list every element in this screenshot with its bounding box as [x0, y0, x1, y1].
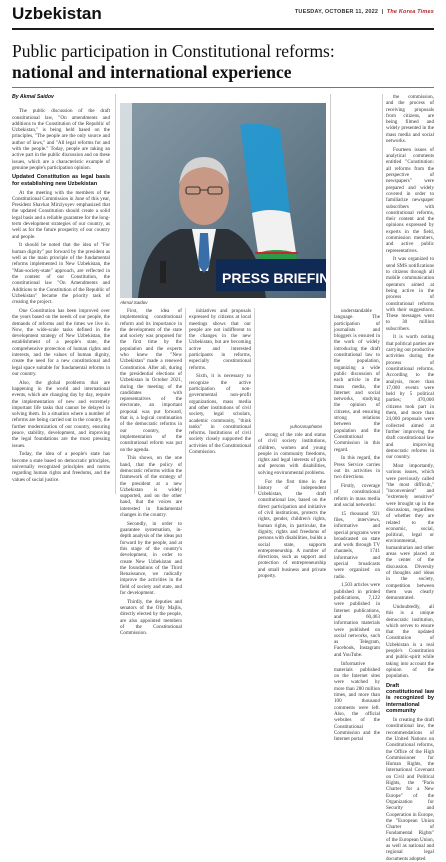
article-column-2 — [120, 308, 182, 637]
paragraph: One Constitution has been improved over the years based on the needs of our people, the demands of reforms and the times we live in. Now, the wide-scale tasks defined in the development strategy of New Uzbekistan, the establishment of a people's state, the comprehensive protection of human rights and interests, and the values of human dignity, create the need for a new constitutional and legal space suitable for fundamental reforms in our country. — [12, 307, 110, 377]
paper-brand: The Korea Times — [386, 9, 434, 15]
header-rule — [12, 28, 434, 30]
paragraph: strong of the role and status of civil society institutions, children, women and young people in community freedoms, rights and legal interests of girls and persons with disabilities, solving environmental problems. — [258, 432, 326, 476]
paragraph: In creating the draft constitutional law, the recommendations of the United Nations on Constitutional reforms, the Office of the High Commissioner for Human Rights, the International Covenant on Civil and Political Rights, the "Paris Charter for a New Europe" of the Organization for Security and Cooperation in Europe, the "European Union Charter of Fundamental Rights" of the European Union, as well as national and regional legal documents adopted — [386, 717, 434, 862]
subheading: Draft constitutional law is recognized by international community — [386, 682, 434, 715]
banner-text: PRESS BRIEFING — [222, 270, 341, 286]
paragraph: Sixth, it is necessary to recognize the active participation of non-governmental non-profit organizations, mass media and other institutions of civil society, legal scholars, academic community, "think tanks" in constitutional reforms. Institutions of civil society closely supported the activities of the Constitutional Commission. — [189, 373, 251, 456]
paragraph: Most importantly, various issues, which were previously called "the most difficult," "inconvenient" and "extremely sensitive" were brought up in the discussions, regardless of whether they are related to the economic, social, political, legal or environmental, humanitarian and other areas were placed at the center of the discussion. Diversity of thoughts and ideas in the society, competition between them was clearly demonstrated. — [386, 462, 434, 602]
press-briefing-photo — [120, 103, 341, 298]
paragraph: In this regard, the Press Service carries out its activities in two directions. — [334, 455, 380, 481]
headline-line1: Public participation in Constitutional reforms: — [12, 41, 335, 61]
paragraph: Secondly, in order to guarantee systematism, in-depth analysis of the ideas put forward by the people, and at this stage of the country's development, in order to create New Uzbekistan and the foundations of the Third Renaissance, we radically improve the activities in the field of society and state, and for development. — [120, 520, 182, 597]
paragraph: This shows, on the one hand, that the policy of democratic reforms within the framework of the strategy of the president at a new Uzbekistan is widely supported, and on the other hand, that the voices are interested in fundamental changes in the country. — [120, 455, 182, 518]
paragraph: Thirdly, the deputies and senators of the Oliy Majlis, directly elected by the people, are also appointed members of the Constitutional Commission. — [120, 598, 182, 637]
paragraph: 15 thousand 921 files, interviews, informative and special programs were broadcasted on state and work through TV channels, 1741 informative and special broadcasts were organized on radio. — [334, 510, 380, 580]
byline: By Akmal Saidov — [12, 94, 54, 100]
article-column-4 — [258, 432, 326, 580]
paragraph: First, the idea of implementing constitutional reform and its importance in the development of the state and society was proposed for the first time by the population and the experts who knew the "New Uzbekistan" made a renewed Constitution. After all, during the presidential elections of Uzbekistan in October 2021, during the meeting of the candidates with representatives of the electorate, an important proposal was put forward, that is, a logical continuation of the democratic reforms in our country, the implementation of the constitutional reform was put on the agenda. — [120, 308, 182, 453]
column-divider — [330, 94, 331, 494]
section-title: Uzbekistan — [12, 4, 102, 23]
column-divider — [254, 308, 255, 494]
headline — [12, 41, 434, 83]
paragraph: initiatives and proposals expressed by citizens at local meetings shows that our people are not indifferent to the changes in the new Uzbekistan, but are becoming active and interested participants in reforms, especially constitutional reforms. — [189, 308, 251, 371]
article-column-1 — [12, 94, 110, 494]
paragraph: It was organized to send SMS notifications to citizens through all mobile communication operators aimed at being active in the process of constitutional reforms with their suggestions. These messages went to 30 million subscribers. — [386, 256, 434, 332]
dateline: TUESDAY, OCTOBER 11, 2022 | The Korea Times — [294, 9, 434, 15]
headline-line2: national and international experience — [12, 62, 292, 82]
paragraph: The public discussion of the draft constitutional law, "On amendments and additions to the Constitution of the Republic of Uzbekistan," is being held based on the principles, "The people are the only source and author of laws," and "All legal reforms for and with the people." Today, people are taking an active part in the public discussion and on these issues, which are a characteristic example of genuine people's participation opinion. — [12, 108, 110, 171]
article-column-3 — [189, 308, 251, 494]
article-column-5 — [334, 308, 380, 743]
column-divider — [185, 308, 186, 494]
paragraph: At the meeting with the members of the Constitutional Commission in June of this year, President Shavkat Mirziyoyev emphasized that the updated Constitution should create a solid legal basis and a reliable guarantee for the long-term development strategies of our country, as well as for the future prosperity of our country and people. — [12, 189, 110, 240]
paragraph: Fourteen issues of analytical comments entitled "Constitution: all reforms from the perspective of newspapers" were prepared and widely covered in order to familiarize newspaper subscribers with constitutional reforms, their content and the opinions expressed by experts in the field, commission members, and active public representatives. — [386, 146, 434, 254]
paragraph: Informative materials published on the Internet sites were watched by more than 280 million times, and more than 100 thousand comments were left. Also, the official websites of the Constitutional Commission and the Internet portal — [334, 660, 380, 743]
article-column-5-top — [334, 94, 380, 304]
paragraph: Also, the global problems that are happening in the world and international events, which are changing day by day, require the implementation of new and extremely important life tasks that cannot be delayed in solving them. In a situation where a number of reforms are being carried out in the country, the further modernization of our country, ensuring peace, stability, development, and improving the legal foundations are the most pressing issues. — [12, 379, 110, 449]
paragraph: It is worth noting that political parties are carrying out productive activities during the process of constitutional reforms. According to the analysis, more than 17,000 events were held by 5 political parties; 470,000 citizens took part in them, and more than 24,000 proposals were collected aimed at further improving the draft constitutional law and improving democratic reforms in our country. — [386, 334, 434, 461]
paragraph: 1,503 articles were published in printed publications, 7,122 were published in Internet publications, and 60,463 information materials were published on social networks, such as Telegram, Facebook, Instagram and YouTube. — [334, 582, 380, 658]
page-header — [0, 0, 446, 28]
paragraph: Firstly, coverage of constitutional reform in mass media and social networks: — [334, 483, 380, 508]
headline-rule — [12, 87, 434, 88]
paragraph: the commission, and the process of receiving proposals from citizens, are being filmed and widely presented in the mass media and social networks. — [386, 94, 434, 145]
paragraph: Today, the idea of a people's state has become a state based on democratic principles, universally recognized principles and norms regarding human rights and freedoms, and the values of social justice. — [12, 451, 110, 483]
article-photo — [120, 103, 341, 298]
column-divider — [382, 94, 383, 494]
article-column-6 — [386, 94, 434, 862]
photo-credit: yuhoranaphotos — [290, 424, 323, 429]
photo-caption: Akmal Saidov — [120, 300, 148, 305]
paragraph: It should be noted that the idea of "For human dignity" put forward by the president as well as the main principle of the fundamental reforms implemented in New Uzbekistan, the "Man-society-state" approach, are reflected in the content of our Constitution, the constitutional law "On Amendments and Additions to the Constitution of the Republic of Uzbekistan" became the priority task of creating the project. — [12, 242, 110, 306]
paragraph: For the first time in the history of independent Uzbekistan, the draft constitutional law, based on the direct participation and initiative of civil institutions, protects the rights, gender, children's rights, human rights, in particular, the dignity, rights and freedoms of persons with disabilities, builds a social state, supports entrepreneurship. A number of directions, such as support and protection of entrepreneurship and small business and private property. — [258, 478, 326, 580]
subheading: Updated Constitution as legal basis for establishing new Uzbekistan — [12, 174, 110, 187]
issue-date: TUESDAY, OCTOBER 11, 2022 — [294, 9, 379, 15]
column-divider — [115, 94, 116, 494]
paragraph: understandable language. The participation of journalists and bloggers is ensured in the work of widely introducing the draft constitutional law to the population, organizing a wide public discussion of each article in the mass media, the Internet and social networks, studying the opinion of citizens, and ensuring strong relations between the population and the Constitutional Commission in this regard. — [334, 308, 380, 453]
paragraph: Undoubtedly, all this is a unique democratic institution, which serves to ensure that the updated Constitution of Uzbekistan is a real people's Constitution and public-spirit while taking into account the opinion of the population. — [386, 603, 434, 680]
